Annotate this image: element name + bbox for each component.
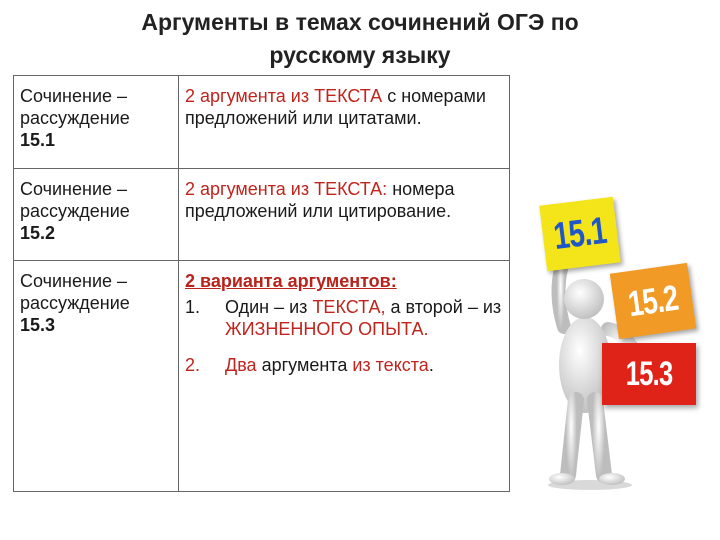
list-item-text: Один – из [225, 297, 313, 317]
variants-heading: 2 варианта аргументов: [185, 271, 397, 291]
essay-type-line: Сочинение – [20, 86, 128, 106]
title-line-2: русскому языку [269, 42, 451, 68]
table-row [14, 76, 510, 169]
list-item-highlight: из текста [352, 355, 429, 375]
essay-number: 15.3 [20, 315, 56, 335]
essay-type-line: рассуждение [20, 201, 130, 221]
figure-head [564, 279, 604, 319]
table-row [14, 169, 510, 261]
arguments-table [13, 75, 510, 492]
card-label: 15.3 [625, 354, 673, 393]
card-label: 15.2 [625, 276, 681, 325]
list-item-text: аргумента [256, 355, 353, 375]
essay-type-line: рассуждение [20, 293, 130, 313]
list-item [185, 296, 503, 340]
essay-type-cell [14, 76, 179, 169]
card-15-3 [602, 343, 696, 405]
variants-list [185, 296, 503, 376]
argument-rule-text: номера предложений или цитирование. [185, 179, 455, 221]
list-item-text: а второй – из [385, 297, 502, 317]
essay-type-line: Сочинение – [20, 271, 128, 291]
list-item-number: 1. [185, 297, 201, 317]
left-leg [568, 400, 576, 475]
argument-rule-cell [179, 169, 510, 261]
argument-rule-highlight: 2 аргумента из ТЕКСТА: [185, 179, 388, 199]
list-item-highlight: Два [225, 355, 257, 375]
essay-type-cell [14, 169, 179, 261]
table-row [14, 261, 510, 492]
list-item-text: . [428, 355, 434, 375]
list-item-highlight: ЖИЗНЕННОГО ОПЫТА. [225, 319, 429, 339]
title-line-1: Аргументы в темах сочинений ОГЭ по [141, 9, 579, 35]
essay-number: 15.2 [20, 223, 56, 243]
right-leg [595, 400, 604, 475]
raised-arm [558, 265, 564, 327]
argument-rule-text: с номерами предложений или цитатами. [185, 86, 486, 128]
list-item-number: 2. [185, 355, 201, 375]
essay-type-line: Сочинение – [20, 179, 128, 199]
list-item [185, 354, 503, 376]
essay-type-cell [14, 261, 179, 492]
left-foot [549, 473, 575, 485]
right-foot [599, 473, 625, 485]
card-label: 15.1 [551, 209, 609, 258]
list-item-highlight: ТЕКСТА, [312, 297, 386, 317]
essay-type-line: рассуждение [20, 108, 130, 128]
argument-rule-highlight: 2 аргумента из ТЕКСТА [185, 86, 383, 106]
essay-number: 15.1 [20, 130, 56, 150]
card-15-2 [610, 263, 696, 339]
stick-figure-illustration [522, 195, 720, 495]
page-title [60, 6, 660, 72]
card-15-1 [539, 197, 620, 272]
argument-rule-cell [179, 261, 510, 492]
argument-rule-cell [179, 76, 510, 169]
